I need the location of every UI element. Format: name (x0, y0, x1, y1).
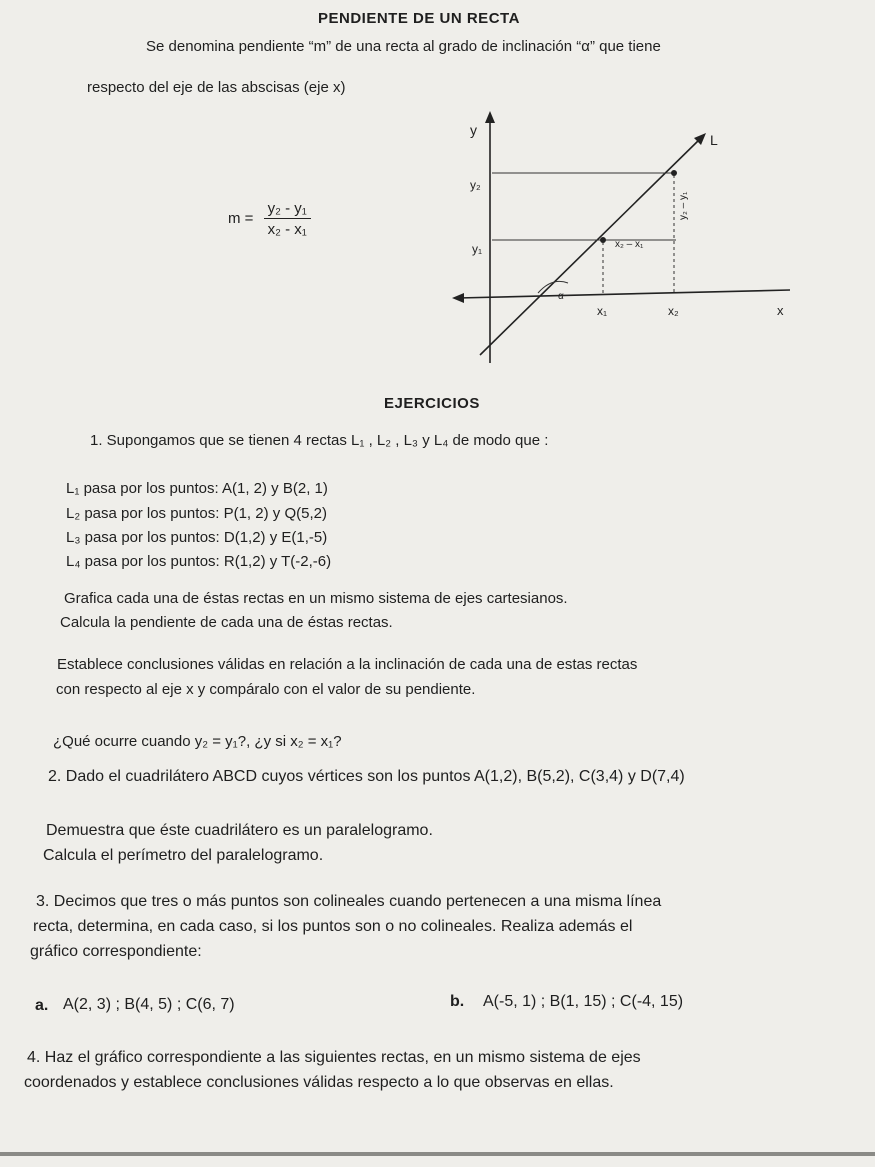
slope-diagram (440, 105, 810, 370)
ex3-line2: recta, determina, en cada caso, si los puntos son o no colineales. Realiza además el (33, 918, 633, 935)
ex1-l4: L₄ pasa por los puntos: R(1,2) y T(-2,-6) (66, 553, 332, 570)
ex1-l2: L₂ pasa por los puntos: P(1, 2) y Q(5,2) (66, 505, 327, 522)
ex3-a-label: a. (35, 997, 49, 1014)
ex1-task2: Calcula la pendiente de cada una de éstas rectas. (60, 614, 393, 631)
line-l-label: L (710, 132, 718, 148)
y-axis-arrow-icon (485, 111, 495, 123)
formula-lhs: m = (228, 209, 254, 227)
ex1-task3-line2: con respecto al eje x y compáralo con el valor de su pendiente. (56, 681, 476, 698)
ex1-task3-line1: Establece conclusiones válidas en relación a la inclinación de cada una de estas rectas (57, 656, 638, 673)
ex2-task1: Demuestra que éste cuadrilátero es un paralelogramo. (46, 822, 433, 839)
dy-label: y₂ – y₁ (678, 191, 689, 220)
ex3-b-points: A(-5, 1) ; B(1, 15) ; C(-4, 15) (483, 993, 684, 1010)
x-axis-left-arrow-icon (452, 293, 464, 303)
point-2 (671, 170, 677, 176)
ex1-question: ¿Qué ocurre cuando y₂ = y₁?, ¿y si x₂ = x₁? (53, 733, 342, 750)
y-axis-label: y (470, 122, 477, 138)
x-axis (458, 290, 790, 298)
ex2-intro: 2. Dado el cuadrilátero ABCD cuyos vértices son los puntos A(1,2), B(5,2), C(3,4) y D(7,4) (48, 768, 685, 785)
point-1 (600, 237, 606, 243)
ex1-task1: Grafica cada una de éstas rectas en un mismo sistema de ejes cartesianos. (64, 590, 568, 607)
x-axis-label: x (777, 303, 784, 318)
ex1-intro: 1. Supongamos que se tienen 4 rectas L₁ , L₂ , L₃ y L₄ de modo que : (90, 432, 549, 449)
intro-line-1: Se denomina pendiente “m” de una recta al grado de inclinación “α” que tiene (146, 38, 661, 55)
dx-label: x₂ – x₁ (615, 239, 644, 250)
x1-label: x₁ (597, 304, 608, 318)
ex3-b-label: b. (450, 993, 465, 1010)
section-title: EJERCICIOS (384, 395, 480, 412)
x2-label: x₂ (668, 304, 679, 318)
ex1-l3: L₃ pasa por los puntos: D(1,2) y E(1,-5) (66, 529, 328, 546)
formula-fraction (264, 200, 311, 238)
ex4-line2: coordenados y establece conclusiones válidas respecto a lo que observas en ellas. (24, 1074, 614, 1091)
y2-label: y₂ (470, 178, 481, 192)
formula-numerator: y₂ - y₁ (264, 200, 311, 219)
ex2-task2: Calcula el perímetro del paralelogramo. (43, 847, 324, 864)
ex3-a-points: A(2, 3) ; B(4, 5) ; C(6, 7) (63, 996, 235, 1013)
line-l (480, 137, 702, 355)
formula-denominator: x₂ - x₁ (267, 221, 307, 238)
ex3-line3: gráfico correspondiente: (30, 943, 202, 960)
intro-line-2: respecto del eje de las abscisas (eje x) (87, 79, 346, 96)
y1-label: y₁ (472, 242, 483, 256)
ex3-line1: 3. Decimos que tres o más puntos son colineales cuando pertenecen a una misma línea (36, 893, 662, 910)
angle-label: α (558, 291, 564, 302)
slope-formula (228, 200, 311, 238)
page-bottom-edge (0, 1152, 875, 1156)
ex1-l1: L₁ pasa por los puntos: A(1, 2) y B(2, 1) (66, 480, 328, 497)
page-title: PENDIENTE DE UN RECTA (318, 10, 520, 27)
ex4-line1: 4. Haz el gráfico correspondiente a las siguientes rectas, en un mismo sistema de ejes (27, 1049, 641, 1066)
